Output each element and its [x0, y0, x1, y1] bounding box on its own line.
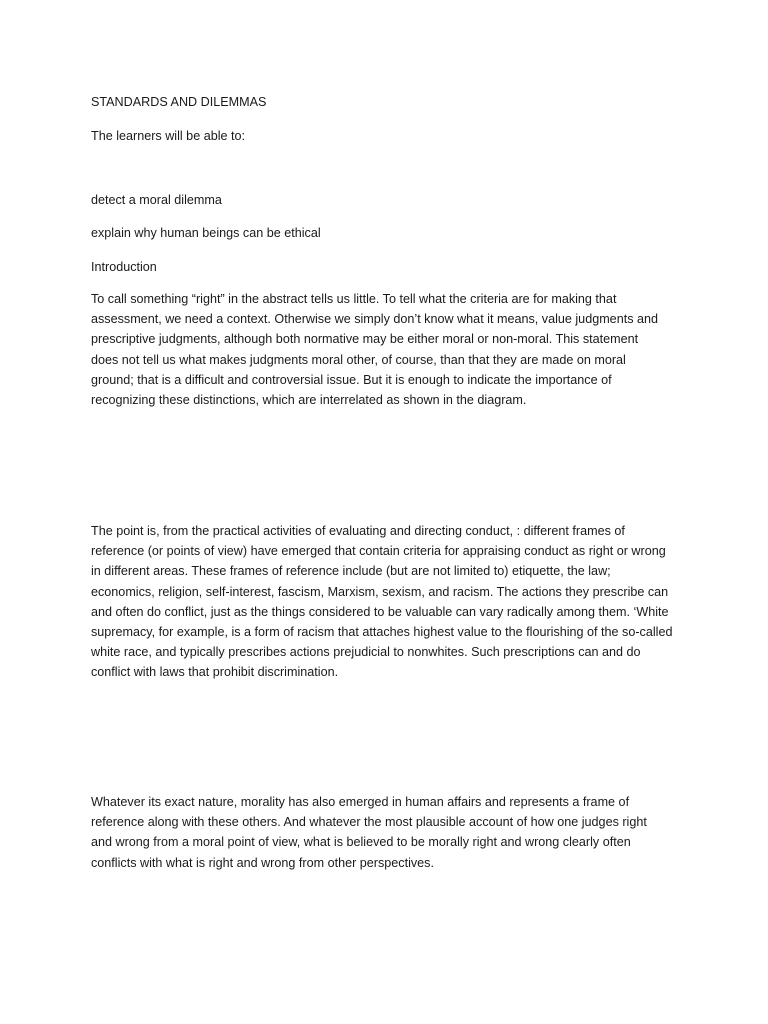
paragraph-morality	[91, 792, 681, 873]
paragraph-line: Whatever its exact nature, morality has also emerged in human affairs and represents a frame of	[91, 795, 630, 809]
paragraph-frames-of-reference	[91, 521, 681, 683]
paragraph-line: does not tell us what makes judgments moral other, of course, than that they are made on moral	[91, 352, 626, 367]
paragraph-line: conflict with laws that prohibit discrimination.	[91, 665, 339, 680]
paragraph-line: The point is, from the practical activities of evaluating and directing conduct, : different frames of	[91, 524, 625, 538]
paragraph-line: and wrong from a moral point of view, what is believed to be morally right and wrong clearly often	[91, 835, 631, 850]
paragraph-line: recognizing these distinctions, which are interrelated as shown in the diagram.	[91, 393, 527, 408]
paragraph-line: assessment, we need a context. Otherwise we simply don’t know what it means, value judgments and	[91, 312, 659, 327]
paragraph-introduction	[91, 289, 681, 410]
document-title: STANDARDS AND DILEMMAS	[91, 95, 267, 109]
paragraph-line: white race, and typically prescribes actions prejudicial to nonwhites. Such prescriptions can and do	[91, 645, 641, 660]
paragraph-line: reference along with these others. And whatever the most plausible account of how one judges right	[91, 815, 647, 830]
paragraph-line: ground; that is a difficult and controversial issue. But it is enough to indicate the importance of	[91, 372, 612, 387]
objectives-intro: The learners will be able to:	[91, 129, 246, 143]
objective-item: explain why human beings can be ethical	[91, 226, 321, 240]
paragraph-line: conflicts with what is right and wrong from other perspectives.	[91, 855, 434, 870]
paragraph-line: and often do conflict, just as the things considered to be valuable can vary radically among them. ‘White	[91, 604, 669, 619]
section-heading: Introduction	[91, 260, 157, 274]
paragraph-line: supremacy, for example, is a form of racism that attaches highest value to the flourishing of the so-called	[91, 625, 673, 640]
paragraph-line: To call something “right” in the abstract tells us little. To tell what the criteria are for making that	[91, 292, 617, 306]
paragraph-line: prescriptive judgments, although both normative may be either moral or non-moral. This statement	[91, 332, 639, 347]
paragraph-line: reference (or points of view) have emerged that contain criteria for appraising conduct as right or wrong	[91, 544, 666, 559]
paragraph-line: economics, religion, self-interest, fascism, Marxism, sexism, and racism. The actions they prescribe can	[91, 584, 669, 599]
paragraph-line: in different areas. These frames of reference include (but are not limited to) etiquette, the law;	[91, 564, 611, 579]
objective-item: detect a moral dilemma	[91, 193, 222, 207]
